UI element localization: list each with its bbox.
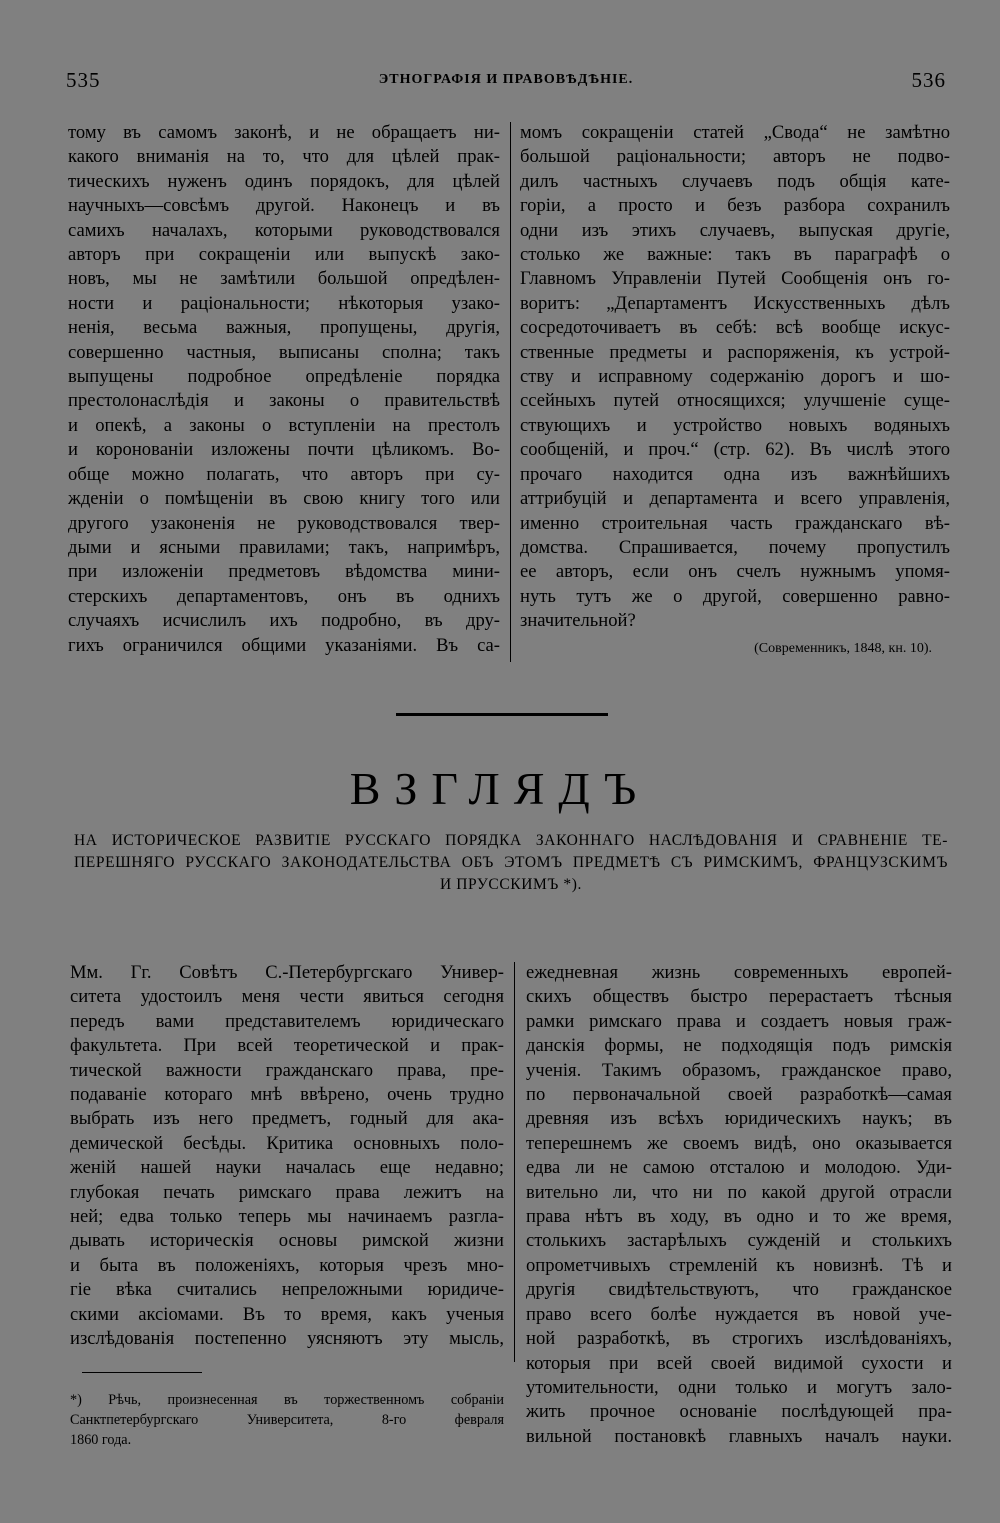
text-line: права нѣтъ въ ходу, въ одно и то же время, xyxy=(526,1206,952,1228)
text-line: дывать историческія основы римской жизни xyxy=(70,1230,504,1252)
text-line: авторъ при сокращеніи или выпускѣ зако- xyxy=(68,244,500,266)
text-line: новъ, мы не замѣтили большой опредѣлен- xyxy=(68,268,500,290)
text-line: по первоначальной своей разработкѣ—самая xyxy=(526,1084,952,1106)
text-line: утомительности, одни только и могутъ зало- xyxy=(526,1376,952,1398)
text-line: ствующихъ и устройство новыхъ водяныхъ xyxy=(520,414,950,436)
text-line: вильной постановкѣ главныхъ началъ науки. xyxy=(526,1425,952,1447)
text-line: одни изъ этихъ случаевъ, выпуская другіе, xyxy=(520,219,950,241)
text-line: дилъ частныхъ случаевъ подъ общія кате- xyxy=(520,170,950,192)
text-line: ежедневная жизнь современныхъ европей- xyxy=(526,962,952,983)
footnote-line: Санктпетербургскаго Университета, 8-го февраля xyxy=(70,1412,504,1428)
top-column-divider xyxy=(510,122,511,662)
text-line: данскія формы, не подходящія подъ римскія xyxy=(526,1035,952,1057)
text-line: ству и исправному содержанію дорогъ и шо- xyxy=(520,366,950,388)
text-line: домства. Спрашивается, почему пропустилъ xyxy=(520,536,950,558)
text-line: гіе вѣка считались непреложными юридиче- xyxy=(70,1279,504,1301)
text-line: и короновaніи изложены почти цѣликомъ. Во- xyxy=(68,439,500,461)
text-line: жить прочное основаніе послѣдующей пра- xyxy=(526,1401,952,1423)
subtitle-line: И ПРУССКИМЪ *). xyxy=(439,876,583,893)
text-line: рамки римскаго права и создаетъ новыя граж- xyxy=(526,1010,952,1032)
text-line: скими аксіомами. Въ то время, какъ ученыя xyxy=(70,1303,504,1325)
text-line: столькихъ застарѣлыхъ сужденій и столькихъ xyxy=(526,1230,952,1252)
text-line: аттрибуцій и департамента и всего управленія, xyxy=(520,488,950,510)
text-line: факультета. При всей теоретической и прак- xyxy=(70,1035,504,1057)
text-line: какого вниманія на то, что для цѣлей прак- xyxy=(68,146,500,168)
text-line: другого узаконенія не руководствовался твер- xyxy=(68,512,500,534)
text-line: ной разработкѣ, въ строгихъ изслѣдованіяхъ, xyxy=(526,1328,952,1350)
text-line: момъ сокращеніи статей „Свода“ не замѣтно xyxy=(520,122,950,143)
footnote-rule xyxy=(82,1372,202,1373)
footnote xyxy=(70,1390,504,1450)
text-line: ности и раціональности; нѣкоторыя узако- xyxy=(68,292,500,314)
text-line: ее авторъ, если онъ счелъ нужнымъ упомя- xyxy=(520,561,950,583)
text-line: выбрать изъ него предметъ, годный для ака- xyxy=(70,1108,504,1130)
text-line: ссейныхъ путей относящихся; улучшеніе суще- xyxy=(520,390,950,412)
text-line: ненія, весьма важныя, пропущены, другія, xyxy=(68,317,500,339)
text-line: сосредоточиваетъ въ себѣ: всѣ вообще искус- xyxy=(520,317,950,339)
text-line: право всего болѣе нуждается въ новой уче- xyxy=(526,1303,952,1325)
section-divider xyxy=(396,713,608,716)
text-line: другія свидѣтельствуютъ, что гражданское xyxy=(526,1279,952,1301)
page-number-left: 535 xyxy=(66,68,101,92)
text-line: изслѣдованія постепенно уясняютъ эту мысль, xyxy=(70,1328,504,1350)
text-line: столько же важные: такъ въ параграфѣ о xyxy=(520,244,950,266)
text-line: ственные предметы и распоряженія, къ устрой- xyxy=(520,341,950,363)
text-line: тому въ самомъ законѣ, и не обращаетъ ни- xyxy=(68,122,500,143)
page-header xyxy=(66,68,946,98)
text-line: едва ли не самою отсталою и молодою. Уди- xyxy=(526,1157,952,1179)
text-line: жденіи о помѣщеніи въ свою книгу того или xyxy=(68,488,500,510)
footnote-line: 1860 года. xyxy=(70,1432,132,1448)
page-number-right: 536 xyxy=(911,68,946,92)
text-line: престолонаслѣдія и законы о правительствѣ xyxy=(68,390,500,412)
text-line: дыми и ясными правилами; такъ, напримѣръ, xyxy=(68,536,500,558)
text-line: и опекѣ, а законы о вступленіи на престолъ xyxy=(68,414,500,436)
text-line: гихъ ограничился общими указаніями. Въ са- xyxy=(68,634,500,656)
text-line: демической бесѣды. Критика основныхъ поло- xyxy=(70,1132,504,1154)
bottom-right-column xyxy=(526,961,952,1449)
text-line: глубокая печать римскаго права лежитъ на xyxy=(70,1181,504,1203)
text-line: прочаго находится одна изъ важнѣйшихъ xyxy=(520,463,950,485)
text-line: нуть тутъ же о другой, совершенно равно- xyxy=(520,585,950,607)
text-line: большой раціональности; авторъ не подво- xyxy=(520,146,950,168)
text-line: именно строительная часть гражданскаго вѣ- xyxy=(520,512,950,534)
text-line: стерскихъ департаментовъ, онъ въ однихъ xyxy=(68,585,500,607)
text-line: значительной? xyxy=(520,610,636,632)
text-line: ученія. Такимъ образомъ, гражданское право, xyxy=(526,1059,952,1081)
text-line: обще можно полагать, что авторъ при су- xyxy=(68,463,500,485)
text-line: опрометчивыхъ стремленій къ новизнѣ. Тѣ и xyxy=(526,1254,952,1276)
top-right-column xyxy=(520,121,950,634)
article-title: ВЗГЛЯДЪ xyxy=(349,763,651,814)
text-line: случаяхъ исчислилъ ихъ подробно, въ дру- xyxy=(68,610,500,632)
text-line: воритъ: „Департаментъ Искусственныхъ дѣлъ xyxy=(520,292,950,314)
subtitle-line: ПЕРЕШНЯГО РУССКАГО ЗАКОНОДАТЕЛЬСТВА ОБЪ ЭТОМЪ ПРЕДМЕТѢ СЪ РИМСКИМЪ, ФРАНЦУЗСКИМЪ xyxy=(74,854,948,871)
subtitle-line: НА ИСТОРИЧЕСКОЕ РАЗВИТІЕ РУССКАГО ПОРЯДКА ЗАКОННАГО НАСЛѢДОВАНІЯ И СРАВНЕНІЕ ТЕ- xyxy=(74,832,948,849)
text-line: древняя изъ всѣхъ юридическихъ наукъ; въ xyxy=(526,1108,952,1130)
text-line: тической важности гражданскаго права, пре- xyxy=(70,1059,504,1081)
text-line: скихъ обществъ быстро перерастаетъ тѣсныя xyxy=(526,986,952,1008)
text-line: самихъ началахъ, которыми руководствовался xyxy=(68,219,500,241)
text-line: Главномъ Управленіи Путей Сообщенія онъ го- xyxy=(520,268,950,290)
article-subtitle xyxy=(74,830,948,896)
source-citation: (Современникъ, 1848, кн. 10). xyxy=(754,641,932,656)
text-line: Мм. Гг. Совѣтъ С.-Петербургскаго Универ- xyxy=(70,962,504,983)
text-line: ситета удостоилъ меня чести явиться сегодня xyxy=(70,986,504,1008)
text-line: выпущены подробное опредѣленіе порядка xyxy=(68,366,500,388)
bottom-left-column xyxy=(70,961,504,1352)
text-line: совершенно частныя, выписаны сполна; такъ xyxy=(68,341,500,363)
text-line: при изложеніи предметовъ вѣдомства мини- xyxy=(68,561,500,583)
top-left-column xyxy=(68,121,500,658)
text-line: женій нашей науки началась еще недавно; xyxy=(70,1157,504,1179)
text-line: которыя при всей своей видимой сухости и xyxy=(526,1352,952,1374)
text-line: сообщеній, и проч.“ (стр. 62). Въ числѣ этого xyxy=(520,439,950,461)
text-line: тическихъ нуженъ одинъ порядокъ, для цѣлей xyxy=(68,170,500,192)
running-title: ЭТНОГРАФІЯ И ПРАВОВѢДѢНІЕ. xyxy=(378,72,634,87)
text-line: подаваніе котораго мнѣ ввѣрено, очень трудно xyxy=(70,1084,504,1106)
text-line: теперешнемъ же своемъ видѣ, оно оказывается xyxy=(526,1132,952,1154)
text-line: передъ вами представителемъ юридическаго xyxy=(70,1010,504,1032)
text-line: ней; едва только теперь мы начинаемъ разгла- xyxy=(70,1206,504,1228)
text-line: научныхъ—совсѣмъ другой. Наконецъ и въ xyxy=(68,195,500,217)
text-line: и быта въ положеніяхъ, которыя чрезъ мно- xyxy=(70,1254,504,1276)
bottom-column-divider xyxy=(514,962,515,1362)
text-line: вительно ли, что ни по какой другой отрасли xyxy=(526,1181,952,1203)
text-line: горіи, а просто и безъ разбора сохранилъ xyxy=(520,195,950,217)
footnote-line: *) Рѣчь, произнесенная въ торжественномъ собраніи xyxy=(70,1392,504,1408)
